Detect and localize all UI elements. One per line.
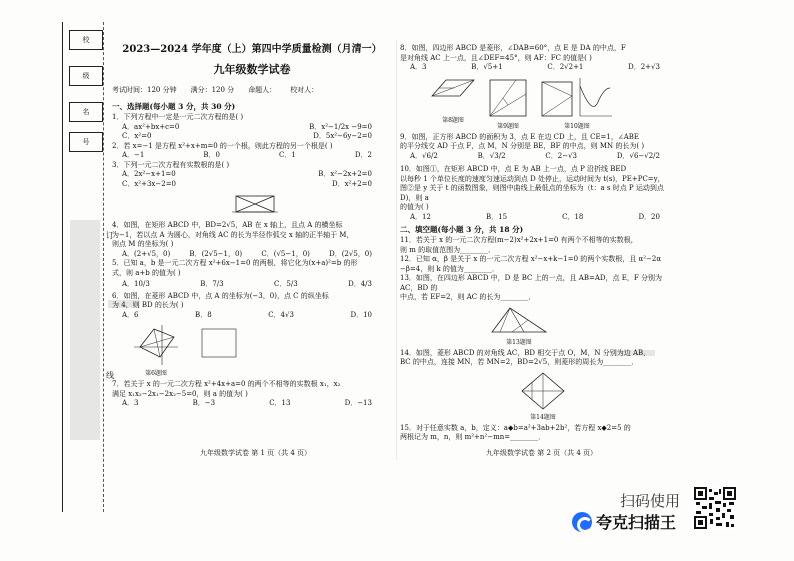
figure-8	[430, 76, 476, 130]
question-12: 12．已知 α，β 是关于 x 的一元二次方程 x²−x+k−1=0 的两个实数根，且 α²−2α	[400, 255, 662, 263]
page-1-footer: 九年级数学试卷 第 1 页（共 4 页）	[200, 449, 312, 457]
question-7-line-2: 满足 x₁x₂−2x₁−2x₂−5=0，则 a 的值为( )	[112, 389, 248, 398]
question-2-options	[112, 151, 392, 161]
option-d: D．5x²−6y−2=0	[313, 132, 372, 140]
rhombus-figure	[520, 371, 566, 411]
class-field-label: 级	[69, 66, 103, 86]
option-a: A．−1	[122, 151, 145, 159]
question-1-options	[112, 123, 392, 133]
figure-4-row	[232, 192, 392, 218]
question-1-options-2	[112, 132, 392, 142]
quark-logo-icon	[572, 512, 592, 532]
question-10-line-3: 图②是 y 关于 t 的函数图象，则图中曲线上最低点的坐标为（t：a s 时点 P 运动到点 D)，则 a	[400, 184, 664, 202]
section-heading: 二、填空题(每小题 3 分，共 18 分)	[400, 225, 524, 234]
option-c: C．13	[269, 399, 291, 407]
figure-9-caption: 第9题图	[497, 122, 519, 130]
number-field-label: 号	[69, 132, 103, 152]
question-5-options	[112, 280, 392, 290]
exam-meta	[112, 85, 392, 95]
square-figure	[486, 76, 530, 120]
option-c: C．4√3	[268, 310, 294, 319]
rhombus-figure	[430, 76, 476, 114]
watermark-brand-name: 夸克扫描王	[596, 513, 677, 532]
option-c: C．1	[279, 151, 296, 159]
quadrilateral-figure	[490, 306, 548, 336]
binding-mark-order: 订	[106, 231, 114, 240]
question-13: 13．如图，在四边形 ABCD 中，D 是 BC 上的一点，且 AB=AD，点 E，F 分别为 AC，BD 的	[400, 274, 662, 292]
question-10: 10．如图①，在矩形 ABCD 中，点 E 为 AB 上一点，点 P 沿折线 BED	[400, 165, 627, 173]
author: 命题人：	[248, 86, 277, 94]
option-d: D．√6−√2/2	[616, 151, 660, 160]
figure-13-caption: 第13题图	[506, 338, 532, 346]
exam-title: 2023—2024 学年度（上）第四中学质量检测（月清一）	[122, 44, 382, 55]
question-7: 7．若关于 x 的一元二次方程 x²+4x+a=0 的两个不相等的实数根 x₁，x₂	[112, 380, 341, 388]
figure-14-caption: 第14题图	[530, 413, 556, 421]
question-14-line-2: BC 的中点，连接 MN，若 MN=2，BD=2√5，则菱形的周长为________．	[400, 358, 639, 366]
watermark-scan-hint: 扫码使用	[620, 492, 681, 510]
question-8: 8．如图，四边形 ABCD 是菱形，∠DAB=60°，点 E 是 DA 的中点，F	[400, 44, 626, 52]
school-field-label: 校	[69, 30, 103, 50]
option-a: A．10/3	[122, 280, 150, 288]
question-3-options-2	[112, 180, 392, 190]
option-c: C．(√5−1，0)	[261, 249, 310, 258]
figure-14	[520, 371, 566, 421]
option-c: C．x²+3x−2=0	[122, 179, 177, 188]
option-c: C．2√2+1	[547, 63, 584, 71]
question-3: 3．下列一元二次方程有实数根的是( )	[112, 160, 230, 169]
proofreader: 校对人：	[290, 86, 319, 94]
section-heading: 一、选择题(每小题 3 分，共 30 分)	[112, 102, 236, 111]
option-b: B．−3	[192, 399, 216, 407]
option-d: D．20	[638, 212, 660, 221]
question-6: 6．如图，在菱形 ABCD 中，点 A 的坐标为(−3，0)，点 C 的纵坐标	[112, 291, 329, 300]
figure-13	[490, 306, 548, 346]
question-5: 5．已知 a，b 是一元二次方程 x²+6x−1=0 的两根，将它化为(x+a)²=b 的形	[112, 259, 358, 267]
option-b: B．8	[195, 310, 212, 319]
question-6-line-2: 为 4，则 BD 的长为( )	[112, 301, 184, 309]
figure-6	[132, 323, 180, 377]
column-divider	[396, 40, 397, 460]
option-b: B．x²−1/2x −9=0	[309, 122, 372, 131]
question-1: 1．下列方程中一定是一元二次方程的是( )	[112, 113, 244, 121]
scan-noise	[70, 220, 100, 440]
option-b: B．(2√5−1，0)	[189, 249, 243, 258]
option-a: A．√6/2	[410, 151, 438, 160]
question-4-line-2: 为−1，若以点 A 为圆心，对角线 AC 的长为半径作弧交 x 轴的正半轴于 M，	[112, 230, 354, 239]
figure-6-row	[132, 323, 392, 377]
rectangle-figure	[232, 192, 278, 218]
full-score: 满分：120 分	[190, 86, 235, 94]
qr-code-icon	[694, 487, 736, 529]
option-a: A．2x²−x+1=0	[122, 170, 176, 178]
question-8-options	[400, 63, 680, 73]
figure-9	[486, 76, 530, 130]
question-9: 9．如图，正方形 ABCD 的面积为 3，点 E 在边 CD 上，且 CE=1，∠ABE	[400, 132, 640, 141]
option-d: D．4/3	[348, 280, 372, 288]
question-9-options	[400, 152, 680, 162]
question-4-options	[112, 250, 392, 260]
question-15: 15．对于任意实数 a，b，定义：a◆b=a²+3ab+2b²，若方程 x◆2=5 的	[400, 423, 631, 432]
option-a: A．6	[122, 310, 139, 319]
figure-14-row	[520, 371, 680, 421]
question-13-line-2: 中点，若 EF=2，则 AC 的长为________．	[400, 293, 536, 301]
figure-10-caption: 第10题图	[564, 122, 590, 130]
question-5-line-2: 式，则 a+b 的值为( )	[112, 268, 181, 277]
option-b: B．x²−2x+2=0	[318, 170, 372, 178]
option-b: B．15	[486, 212, 508, 221]
question-4: 4．如图，在矩形 ABCD 中，BD=2√5，AB 在 x 轴上，且点 A 的横坐标	[112, 221, 343, 229]
option-c: C．x²=0	[122, 132, 152, 140]
binding-mark-line: 线	[106, 371, 114, 380]
page-2-footer: 九年级数学试卷 第 2 页（共 4 页）	[486, 449, 598, 457]
question-7-options	[112, 399, 392, 409]
figure-13-row	[490, 306, 680, 346]
page-1	[112, 40, 392, 409]
option-d: D．−13	[344, 399, 372, 407]
watermark-brand	[572, 510, 676, 533]
option-a: A．3	[410, 63, 427, 71]
option-c: C．5/3	[274, 280, 298, 288]
question-8-line-2: 是对角线 AC 上一点，且∠DEF=45°，则 AF：FC 的值是( )	[400, 53, 592, 62]
name-field-label: 名	[69, 102, 103, 122]
rectangle-and-graph-figure	[540, 76, 614, 120]
option-b: B．√5+1	[471, 63, 503, 71]
option-d: D．(2√5，0)	[329, 249, 372, 258]
exam-time: 考试时间：120 分钟	[112, 86, 177, 94]
option-b: B．0	[203, 151, 221, 159]
question-11-line-2: 则 m 的取值范围为________．	[400, 245, 496, 254]
question-12-line-2: −β=4，则 k 的值为________．	[400, 264, 499, 273]
option-b: B．√3/2	[477, 151, 506, 160]
option-b: B．7/3	[200, 280, 224, 288]
square-sketch	[198, 323, 240, 363]
option-a: A．(2+√5，0)	[122, 249, 171, 258]
question-3-options	[112, 170, 392, 180]
option-d: D．x²+2=0	[331, 179, 372, 188]
question-9-line-2: 的平分线交 AD 于点 F，点 M，N 分别是 BE，BF 的中点，则 MN 的长为( )	[400, 142, 645, 150]
option-a: A．ax²+bx+c=0	[122, 122, 180, 131]
option-d: D．10	[350, 310, 372, 319]
figure-10	[540, 76, 614, 130]
question-6-options	[112, 311, 392, 321]
question-15-line-2: 两根记为 m，n，则 m²+n²−mn=________．	[400, 433, 546, 441]
question-10-options	[400, 213, 680, 223]
question-10-line-2: 以每秒 1 个单位长度的速度匀速运动到点 D 处停止，运动时间为 t(s)，PE+PC=y，	[400, 174, 665, 183]
rhombus-figure	[132, 323, 180, 367]
cut-line	[103, 22, 104, 512]
question-4-line-3: 则点 M 的坐标为( )	[112, 240, 174, 248]
question-11: 11．若关于 x 的一元二次方程(m−2)x²+2x+1=0 有两个不相等的实数根，	[400, 236, 638, 244]
option-c: C．2−√3	[545, 151, 577, 160]
page-2	[400, 44, 680, 443]
option-a: A．12	[410, 212, 431, 221]
question-10-line-4: 的值为( )	[400, 203, 429, 211]
option-d: D．2	[354, 151, 372, 159]
option-a: A．3	[122, 399, 139, 407]
question-2: 2．若 x=−1 是方程 x²+x+m=0 的一个根，则此方程的另一个根是( )	[112, 141, 333, 150]
figures-8-10-row	[430, 76, 680, 130]
question-14: 14．如图，菱形 ABCD 的对角线 AC，BD 相交于点 O，M，N 分别为边 AB，	[400, 348, 651, 357]
figure-8-caption: 第8题图	[442, 116, 464, 124]
option-d: D．2+√3	[628, 63, 660, 71]
exam-subtitle: 九年级数学试卷	[213, 63, 291, 76]
figure-6-caption: 第6题图	[145, 370, 167, 377]
option-c: C．18	[562, 212, 584, 221]
